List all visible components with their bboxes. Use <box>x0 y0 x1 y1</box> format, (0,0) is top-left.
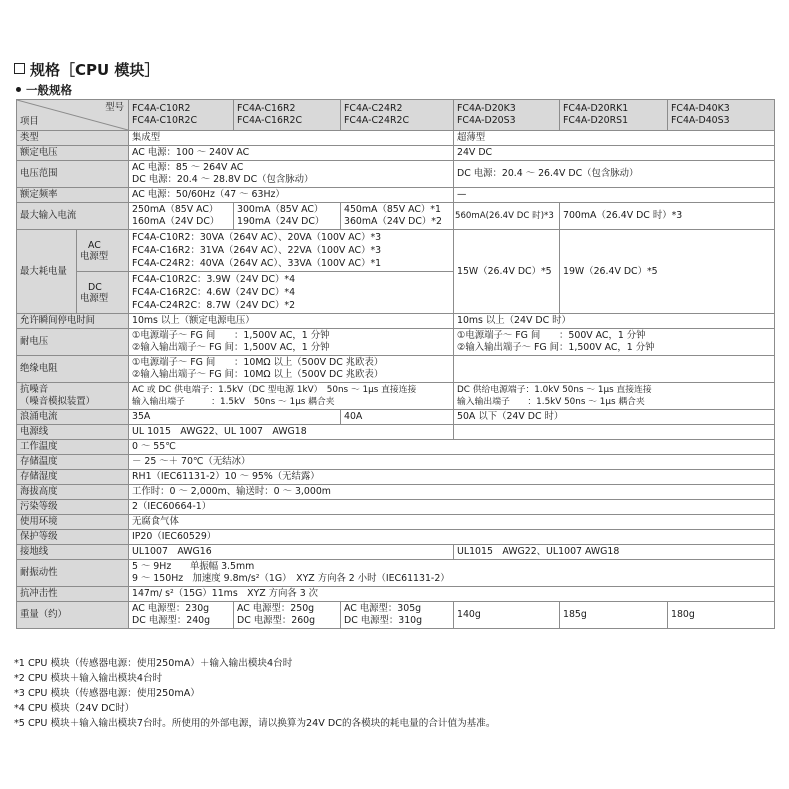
cell-value: 0 ～ 55℃ <box>129 440 775 455</box>
model-header-d40: FC4A-D40K3 FC4A-D40S3 <box>668 100 775 131</box>
row-environment <box>17 515 775 530</box>
row-momentary-interruption <box>17 314 775 329</box>
row-dielectric <box>17 329 775 356</box>
cell-value: FC4A-C10R2C：3.9W（24V DC）*4 FC4A-C16R2C：4.6W（24V DC）*4 FC4A-C24R2C：8.7W（24V DC）*2 <box>129 272 454 314</box>
sub-label-ac: AC 电源型 <box>77 230 129 272</box>
row-label: 最大耗电量 <box>17 230 77 314</box>
cell-value: RH1（IEC61131-2）10 ～ 95%（无结露） <box>129 470 775 485</box>
cell-value: 10ms 以上（24V DC 时） <box>454 314 775 329</box>
row-rated-frequency <box>17 188 775 203</box>
footnote: *5 CPU 模块＋输入输出模块7台时。所使用的外部电源，请以换算为24V DC的各模块的耗电量的合计值为基准。 <box>14 718 496 729</box>
row-noise <box>17 383 775 410</box>
cell-value: 50A 以下（24V DC 时） <box>454 410 775 425</box>
row-label: 浪涌电流 <box>17 410 129 425</box>
cell-value: UL1007 AWG16 <box>129 545 454 560</box>
row-label: 污染等级 <box>17 500 129 515</box>
model-header-c10: FC4A-C10R2 FC4A-C10R2C <box>129 100 234 131</box>
row-protection <box>17 530 775 545</box>
row-label: 使用环境 <box>17 515 129 530</box>
footnote: *3 CPU 模块（传感器电源：使用250mA） <box>14 688 200 699</box>
row-altitude <box>17 485 775 500</box>
cell-value: ①电源端子～ FG 间 ：1,500V AC，1 分钟 ②输入输出端子～ FG 间：1,500V AC，1 分钟 <box>129 329 454 356</box>
row-label: 海拔高度 <box>17 485 129 500</box>
cell-value: 5 ～ 9Hz 单振幅 3.5mm 9 ～ 150Hz 加速度 9.8m/s²（1G） XYZ 方向各 2 小时（IEC61131-2） <box>129 560 775 587</box>
row-label: 电压范围 <box>17 161 129 188</box>
row-vibration <box>17 560 775 587</box>
row-inrush <box>17 410 775 425</box>
row-label: 类型 <box>17 131 129 146</box>
cell-value: ①电源端子～ FG 间 ：500V AC，1 分钟 ②输入输出端子～ FG 间：1,500V AC，1 分钟 <box>454 329 775 356</box>
row-label: 存储温度 <box>17 455 129 470</box>
cell-value: UL1015 AWG22、UL1007 AWG18 <box>454 545 775 560</box>
row-insulation <box>17 356 775 383</box>
cell-value: AC 或 DC 供电端子：1.5kV（DC 型电源 1kV） 50ns ～ 1μs 直接连接 输入输出端子 ：1.5kV 50ns ～ 1μs 耦合夹 <box>129 383 454 410</box>
section-title: 一般规格 <box>16 82 72 98</box>
row-power-wire <box>17 425 775 440</box>
row-label: 耐电压 <box>17 329 129 356</box>
cell-value: 185g <box>560 602 668 629</box>
cell-value: 24V DC <box>454 146 775 161</box>
cell-value: 集成型 <box>129 131 454 146</box>
row-label: 额定频率 <box>17 188 129 203</box>
cell-value: 10ms 以上（额定电源电压） <box>129 314 454 329</box>
model-header-c24: FC4A-C24R2 FC4A-C24R2C <box>341 100 454 131</box>
cell-value: － 25 ～＋ 70℃（无结冰） <box>129 455 775 470</box>
cell-value: 560mA(26.4V DC 时)*3 <box>454 203 560 230</box>
cell-value: 250mA（85V AC） 160mA（24V DC） <box>129 203 234 230</box>
sub-label-dc: DC 电源型 <box>77 272 129 314</box>
footnotes <box>14 656 495 731</box>
footnote: *2 CPU 模块＋输入输出模块4台时 <box>14 673 163 684</box>
row-label: 最大输入电流 <box>17 203 129 230</box>
row-operating-temp <box>17 440 775 455</box>
row-label: 抗冲击性 <box>17 587 129 602</box>
cell-value: 140g <box>454 602 560 629</box>
cell-value: IP20（IEC60529） <box>129 530 775 545</box>
general-spec-table <box>16 99 775 629</box>
item-label: 项目 <box>20 116 39 127</box>
row-shock <box>17 587 775 602</box>
cell-value: AC 电源：85 ～ 264V AC DC 电源：20.4 ～ 28.8V DC（包含脉动） <box>129 161 454 188</box>
row-label: 存储湿度 <box>17 470 129 485</box>
row-label: 耐振动性 <box>17 560 129 587</box>
header-row <box>17 100 775 131</box>
row-label: 额定电压 <box>17 146 129 161</box>
row-label: 工作温度 <box>17 440 129 455</box>
row-max-inrush <box>17 203 775 230</box>
row-ground-wire <box>17 545 775 560</box>
cell-value-empty <box>454 425 775 440</box>
row-max-power-ac <box>17 230 775 272</box>
row-storage-temp <box>17 455 775 470</box>
row-label: 允许瞬间停电时间 <box>17 314 129 329</box>
page-title: 规格［CPU 模块］ <box>14 59 159 80</box>
cell-value: AC 电源型：305g DC 电源型：310g <box>341 602 454 629</box>
row-type <box>17 131 775 146</box>
row-storage-humidity <box>17 470 775 485</box>
row-label: 绝缘电阻 <box>17 356 129 383</box>
cell-value: 180g <box>668 602 775 629</box>
row-label: 接地线 <box>17 545 129 560</box>
cell-value: 2（IEC60664-1） <box>129 500 775 515</box>
cell-value: 40A <box>341 410 454 425</box>
cell-value: 超薄型 <box>454 131 775 146</box>
cell-value: 300mA（85V AC） 190mA（24V DC） <box>234 203 341 230</box>
bullet-icon <box>16 87 21 92</box>
cell-value: AC 电源：50/60Hz（47 ～ 63Hz） <box>129 188 454 203</box>
cell-value: DC 电源：20.4 ～ 26.4V DC（包含脉动） <box>454 161 775 188</box>
cell-value: AC 电源型：250g DC 电源型：260g <box>234 602 341 629</box>
cell-value: ①电源端子～ FG 间 ：10MΩ 以上（500V DC 兆欧表） ②输入输出端子～ FG 间：10MΩ 以上（500V DC 兆欧表） <box>129 356 454 383</box>
row-label: 保护等级 <box>17 530 129 545</box>
cell-value: 450mA（85V AC）*1 360mA（24V DC）*2 <box>341 203 454 230</box>
model-header-d20k: FC4A-D20K3 FC4A-D20S3 <box>454 100 560 131</box>
cell-value-empty <box>454 356 775 383</box>
footnote: *1 CPU 模块（传感器电源：使用250mA）＋输入输出模块4台时 <box>14 658 293 669</box>
cell-value: 147m/ s²（15G）11ms XYZ 方向各 3 次 <box>129 587 775 602</box>
model-label: 型号 <box>105 102 124 113</box>
model-header-c16: FC4A-C16R2 FC4A-C16R2C <box>234 100 341 131</box>
row-weight <box>17 602 775 629</box>
cell-value: DC 供给电源端子：1.0kV 50ns ～ 1μs 直接连接 输入输出端子 ：1.5kV 50ns ～ 1μs 耦合夹 <box>454 383 775 410</box>
model-header-d20rk: FC4A-D20RK1 FC4A-D20RS1 <box>560 100 668 131</box>
cell-value: 15W（26.4V DC）*5 <box>454 230 560 314</box>
cell-value: 无腐食气体 <box>129 515 775 530</box>
cell-value: 19W（26.4V DC）*5 <box>560 230 775 314</box>
row-rated-voltage <box>17 146 775 161</box>
row-voltage-range <box>17 161 775 188</box>
footnote: *4 CPU 模块（24V DC时） <box>14 703 135 714</box>
cell-value: 35A <box>129 410 341 425</box>
cell-value: — <box>454 188 775 203</box>
cell-value: 700mA（26.4V DC 时）*3 <box>560 203 775 230</box>
cell-value: UL 1015 AWG22、UL 1007 AWG18 <box>129 425 454 440</box>
cell-value: 工作时：0 ～ 2,000m、输送时：0 ～ 3,000m <box>129 485 775 500</box>
cell-value: AC 电源型：230g DC 电源型：240g <box>129 602 234 629</box>
checkbox-square-icon <box>14 63 25 74</box>
cell-value: AC 电源：100 ～ 240V AC <box>129 146 454 161</box>
row-label: 抗噪音 （噪音模拟装置） <box>17 383 129 410</box>
row-label: 电源线 <box>17 425 129 440</box>
row-pollution <box>17 500 775 515</box>
header-corner-cell <box>17 100 129 131</box>
cell-value: FC4A-C10R2：30VA（264V AC）、20VA（100V AC）*3 FC4A-C16R2：31VA（264V AC）、22VA（100V AC）*3 FC4A-C24R2：40VA（264V AC）、33VA（100V AC）*1 <box>129 230 454 272</box>
row-label: 重量（约） <box>17 602 129 629</box>
